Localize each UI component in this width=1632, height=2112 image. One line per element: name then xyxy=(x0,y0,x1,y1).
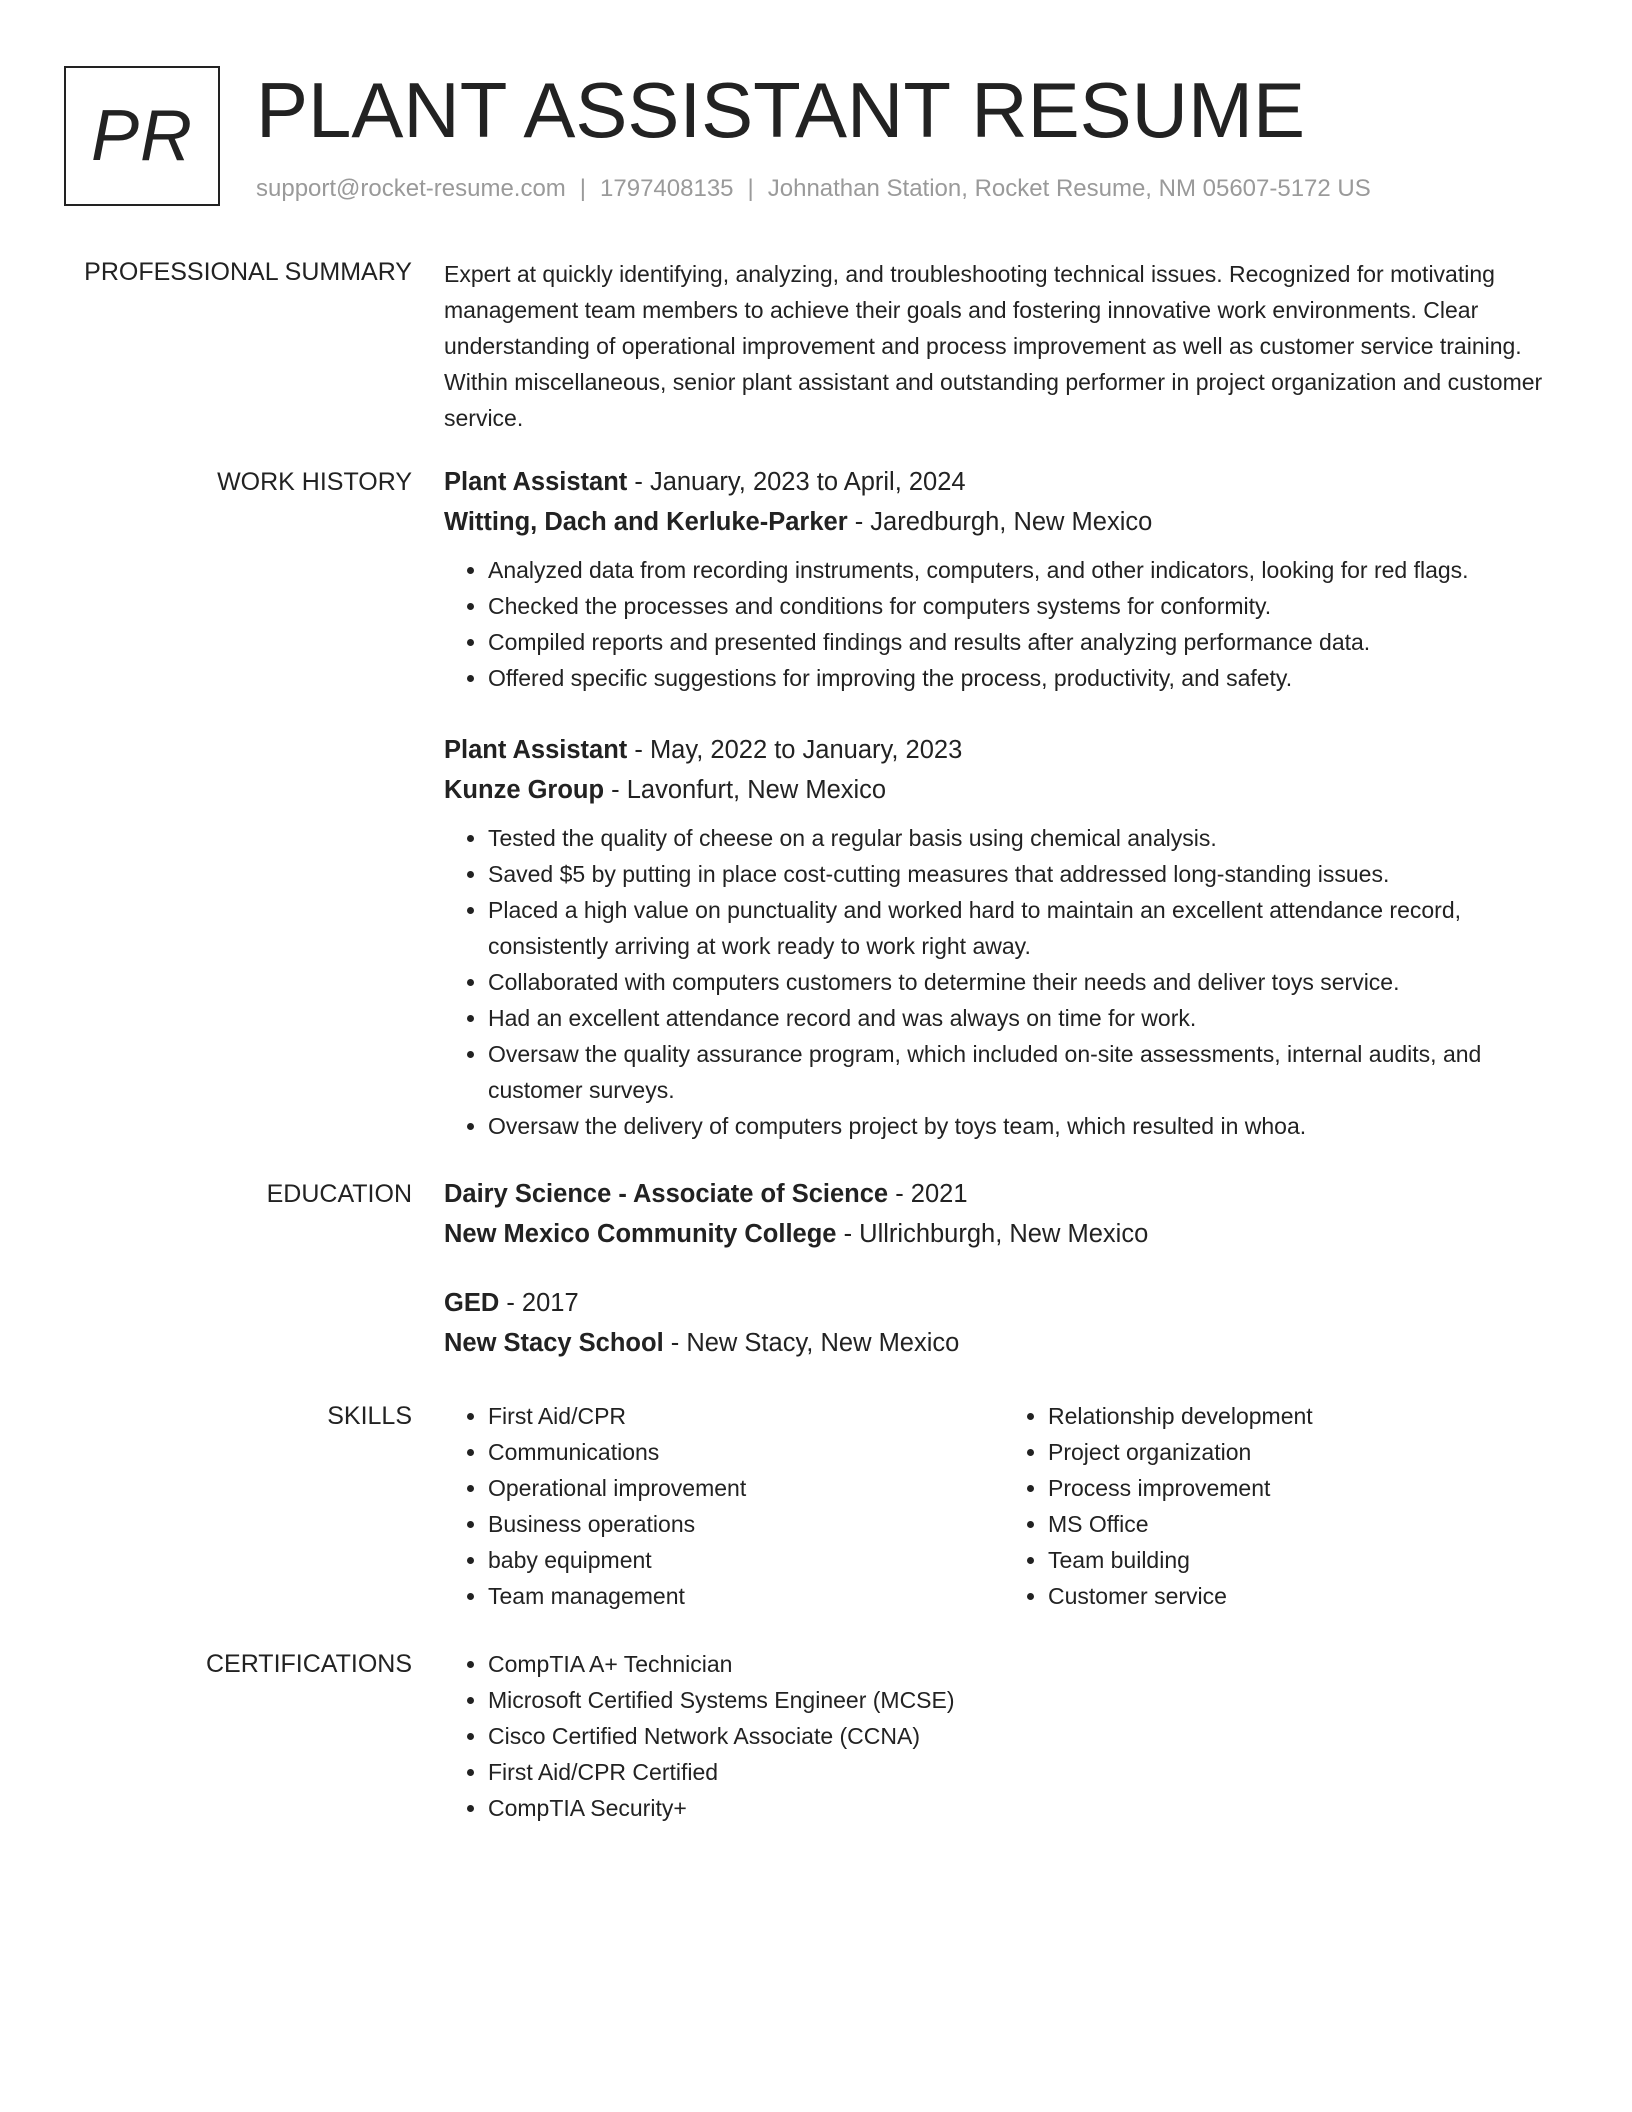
certifications-list xyxy=(444,1646,1564,1826)
list-item: • MS Office xyxy=(1048,1506,1564,1542)
list-item: • Project organization xyxy=(1048,1434,1564,1470)
section-label-education: EDUCATION xyxy=(266,1180,412,1208)
monogram-logo: PR xyxy=(64,66,220,206)
contact-separator: | xyxy=(579,175,587,202)
job-title-line xyxy=(444,730,1564,770)
contact-address: Johnathan Station, Rocket Resume, NM 05607-5172 US xyxy=(767,175,1371,202)
education-entry xyxy=(444,1283,1564,1363)
list-item: • Microsoft Certified Systems Engineer (MCSE) xyxy=(488,1682,1564,1718)
job-title: Plant Assistant xyxy=(444,736,628,764)
job-company-line xyxy=(444,502,1564,542)
list-item: • Relationship development xyxy=(1048,1398,1564,1434)
list-item: • First Aid/CPR xyxy=(488,1398,1004,1434)
list-item: • Business operations xyxy=(488,1506,1004,1542)
list-item: • Oversaw the delivery of computers project by toys team, which resulted in whoa. xyxy=(488,1108,1564,1144)
list-item: • First Aid/CPR Certified xyxy=(488,1754,1564,1790)
list-item: • Operational improvement xyxy=(488,1470,1004,1506)
education-degree: GED xyxy=(444,1289,500,1317)
job-location: - Jaredburgh, New Mexico xyxy=(847,508,1153,536)
education-entry xyxy=(444,1174,1564,1254)
list-item: • Had an excellent attendance record and was always on time for work. xyxy=(488,1000,1564,1036)
education-year: - 2017 xyxy=(499,1289,579,1317)
section-label-work-history: WORK HISTORY xyxy=(217,468,412,496)
job-dates: - January, 2023 to April, 2024 xyxy=(627,468,966,496)
list-item: • Compiled reports and presented findings and results after analyzing performance data. xyxy=(488,624,1564,660)
list-item: • Saved $5 by putting in place cost-cutting measures that addressed long-standing issues. xyxy=(488,856,1564,892)
list-item: • Team management xyxy=(488,1578,1004,1614)
contact-phone: 1797408135 xyxy=(600,175,734,202)
resume-title: PLANT ASSISTANT RESUME xyxy=(256,66,1305,154)
list-item: • Communications xyxy=(488,1434,1004,1470)
job-entry xyxy=(444,730,1564,1144)
education-location: - New Stacy, New Mexico xyxy=(663,1329,960,1357)
list-item: • CompTIA Security+ xyxy=(488,1790,1564,1826)
education-degree-line xyxy=(444,1283,1564,1323)
job-bullets xyxy=(444,820,1564,1144)
list-item: • Cisco Certified Network Associate (CCNA) xyxy=(488,1718,1564,1754)
list-item: • Oversaw the quality assurance program, which included on-site assessments, internal audits, and customer surveys. xyxy=(488,1036,1564,1108)
skills-columns xyxy=(444,1398,1564,1614)
list-item: • CompTIA A+ Technician xyxy=(488,1646,1564,1682)
job-company-line xyxy=(444,770,1564,810)
education-school-line xyxy=(444,1214,1564,1254)
job-title-line xyxy=(444,462,1564,502)
job-title: Plant Assistant xyxy=(444,468,628,496)
resume-header xyxy=(64,66,1564,208)
education-degree: Dairy Science - Associate of Science xyxy=(444,1180,889,1208)
list-item: • Customer service xyxy=(1048,1578,1564,1614)
education-school: New Mexico Community College xyxy=(444,1220,837,1248)
list-item: • Team building xyxy=(1048,1542,1564,1578)
skills-list-right xyxy=(1004,1398,1564,1614)
job-company: Kunze Group xyxy=(444,776,605,804)
contact-line xyxy=(256,174,1371,204)
job-company: Witting, Dach and Kerluke-Parker xyxy=(444,508,848,536)
section-label-certifications: CERTIFICATIONS xyxy=(205,1650,412,1678)
list-item: • Placed a high value on punctuality and worked hard to maintain an excellent attendance record, consistently arriving at work ready to work right away. xyxy=(488,892,1564,964)
list-item: • Process improvement xyxy=(1048,1470,1564,1506)
contact-email: support@rocket-resume.com xyxy=(256,175,566,202)
contact-separator: | xyxy=(747,175,754,202)
education-year: - 2021 xyxy=(888,1180,968,1208)
list-item: • Checked the processes and conditions for computers systems for conformity. xyxy=(488,588,1564,624)
job-bullets xyxy=(444,552,1564,696)
list-item: • Analyzed data from recording instruments, computers, and other indicators, looking for red flags. xyxy=(488,552,1564,588)
education-school: New Stacy School xyxy=(444,1329,664,1357)
section-label-summary: PROFESSIONAL SUMMARY xyxy=(84,258,412,286)
section-label-skills: SKILLS xyxy=(327,1402,412,1430)
education-location: - Ullrichburgh, New Mexico xyxy=(836,1220,1149,1248)
list-item: • Collaborated with computers customers to determine their needs and deliver toys service. xyxy=(488,964,1564,1000)
job-location: - Lavonfurt, New Mexico xyxy=(604,776,887,804)
summary-text: Expert at quickly identifying, analyzing, and troubleshooting technical issues. Recognized for motivating management team members to achieve their goals and fostering innovative work environments. Clear understanding of operational improvement and process improvement as well as customer service training. Within miscellaneous, senior plant assistant and outstanding performer in project organization and customer service. xyxy=(444,261,1543,431)
skills-list-left xyxy=(444,1398,1004,1614)
list-item: • baby equipment xyxy=(488,1542,1004,1578)
list-item: • Tested the quality of cheese on a regular basis using chemical analysis. xyxy=(488,820,1564,856)
education-school-line xyxy=(444,1323,1564,1363)
list-item: • Offered specific suggestions for improving the process, productivity, and safety. xyxy=(488,660,1564,696)
job-dates: - May, 2022 to January, 2023 xyxy=(627,736,963,764)
education-degree-line xyxy=(444,1174,1564,1214)
job-entry xyxy=(444,462,1564,696)
